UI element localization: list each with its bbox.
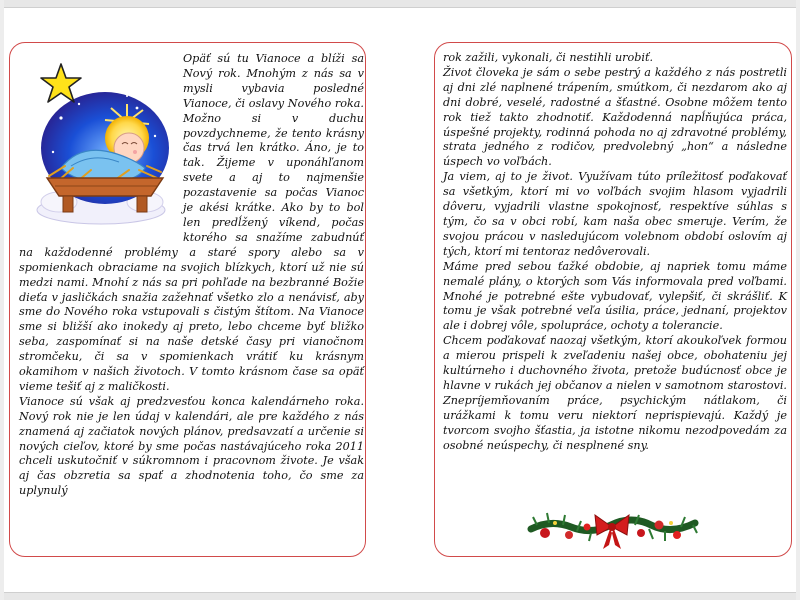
right-paragraph-4: Máme pred sebou ťažké obdobie, aj napriek tomu máme nemalé plány, o ktorých som Vás informovala pred voľbami. Mnohé je potrebné ešte vybudovať, vylepšiť, či skrášliť. K tomu je však potrebné veľa úsilia, práce, jednaní, projektov ale i dobrej vôle, spolupráce, ochoty a tolerancie. [443,259,787,333]
right-paragraph-1: rok zažili, vykonali, či nestihli urobiť. [443,51,654,64]
baby-in-manger-illustration [19,52,179,234]
baby-in-manger-icon [19,52,179,234]
viewer-bottom-edge [0,592,800,600]
viewer-left-edge [0,0,4,600]
left-paragraph-2: Vianoce sú však aj predzvesťou konca kalendárneho roka. Nový rok nie je len údaj v kalendári, ale pre každého z nás znamená aj začiatok nových plánov, predsavzatí a určenie si nových cieľov, ktoré by sme počas nastávajúceho roka 2011 chceli uskutočniť v súkromnom i pracovnom živote. Je však aj čas obzretia sa spať a zhodnotenia toho, čo sme za uplynulý [19,394,364,498]
christmas-garland-decoration [525,503,700,551]
right-page [434,42,792,557]
right-paragraph-3: Ja viem, aj to je život. Využívam túto príležitosť poďakovať sa všetkým, ktorí mi vo voľbách svojim hlasom vyjadrili dôveru, vyjadrili vlastne spokojnosť, respektíve súhlas s tým, čo sa v obci robí, kam naša obec smeruje. Verím, že svojou prácou v nasledujúcom volebnom období oslovím aj tých, ktorí mi tentoraz nedôverovali. [443,170,787,258]
right-paragraph-2: Život človeka je sám o sebe pestrý a každého z nás postretli aj dni zlé naplnené trápením, smútkom, či nezdarom ako aj dni dobré, veselé, radostné a šťastné. Osobne môžem tento rok tiež takto zhodnotiť. Každodenná napĺňujúca práca, úspešné projekty, rodinná pohoda no aj zdravotné problémy, strata jedného z rodičov, predvolebný „hon“ a následne úspech vo voľbách. [443,65,787,169]
right-paragraph-5: Chcem poďakovať naozaj všetkým, ktorí akoukoľvek formou a mierou prispeli k zveľadeniu našej obce, obohateniu jej kultúrneho i duchovného života, pretože budúcnosť obce je hlavne v rukách jej občanov a nielen v samotnom starostovi. Znepríjemňovaním práce, psychickým nátlakom, či urážkami k tomu veru niektorí neprispievajú. Každý je tvorcom svojho šťastia, ja istotne nikomu nezodpovedám za osobné neúspechy, či nesplnené sny. [443,334,787,452]
left-page [9,42,366,557]
viewer-right-edge [796,0,800,600]
left-page-text [19,52,364,499]
right-page-text [443,51,787,453]
christmas-garland-icon [525,503,700,551]
viewer-top-edge [0,0,800,8]
left-paragraph-1: Opäť sú tu Vianoce a blíži sa Nový rok. Mnohým z nás sa v mysli vybavia posledné Vianoce, či oslavy Nového roka. Možno si v duchu povzdychneme, že tento krásny čas trvá len krátko. Áno, je to tak. Žijeme v uponáhľanom svete a aj to najmenšie pozastavenie sa počas Vianoc je akési krátke. Ako by to bol len predĺžený víkend, počas ktorého sa snažíme zabudnúť na každodenné problémy a staré spory alebo sa v spomienkach obraciame na svojich blízkych, ktorí už nie sú medzi nami. Mnohí z nás sa pri pohľade na bezbranné Božie dieťa v jasličkách snažia zažehnať všetko zlo a nenávisť, aby sme do Nového roka vstupovali s čistým štítom. Na Vianoce sme si bližší ako inokedy aj preto, lebo chceme byť bližko seba, zaspomínať si na naše detské časy pri vianočnom stromčeku, či sa v spomienkach vrátiť ku krásnym okamihom v našich životoch. V tomto krásnom čase sa opäť vieme tešiť aj z maličkosti. [19,52,364,393]
